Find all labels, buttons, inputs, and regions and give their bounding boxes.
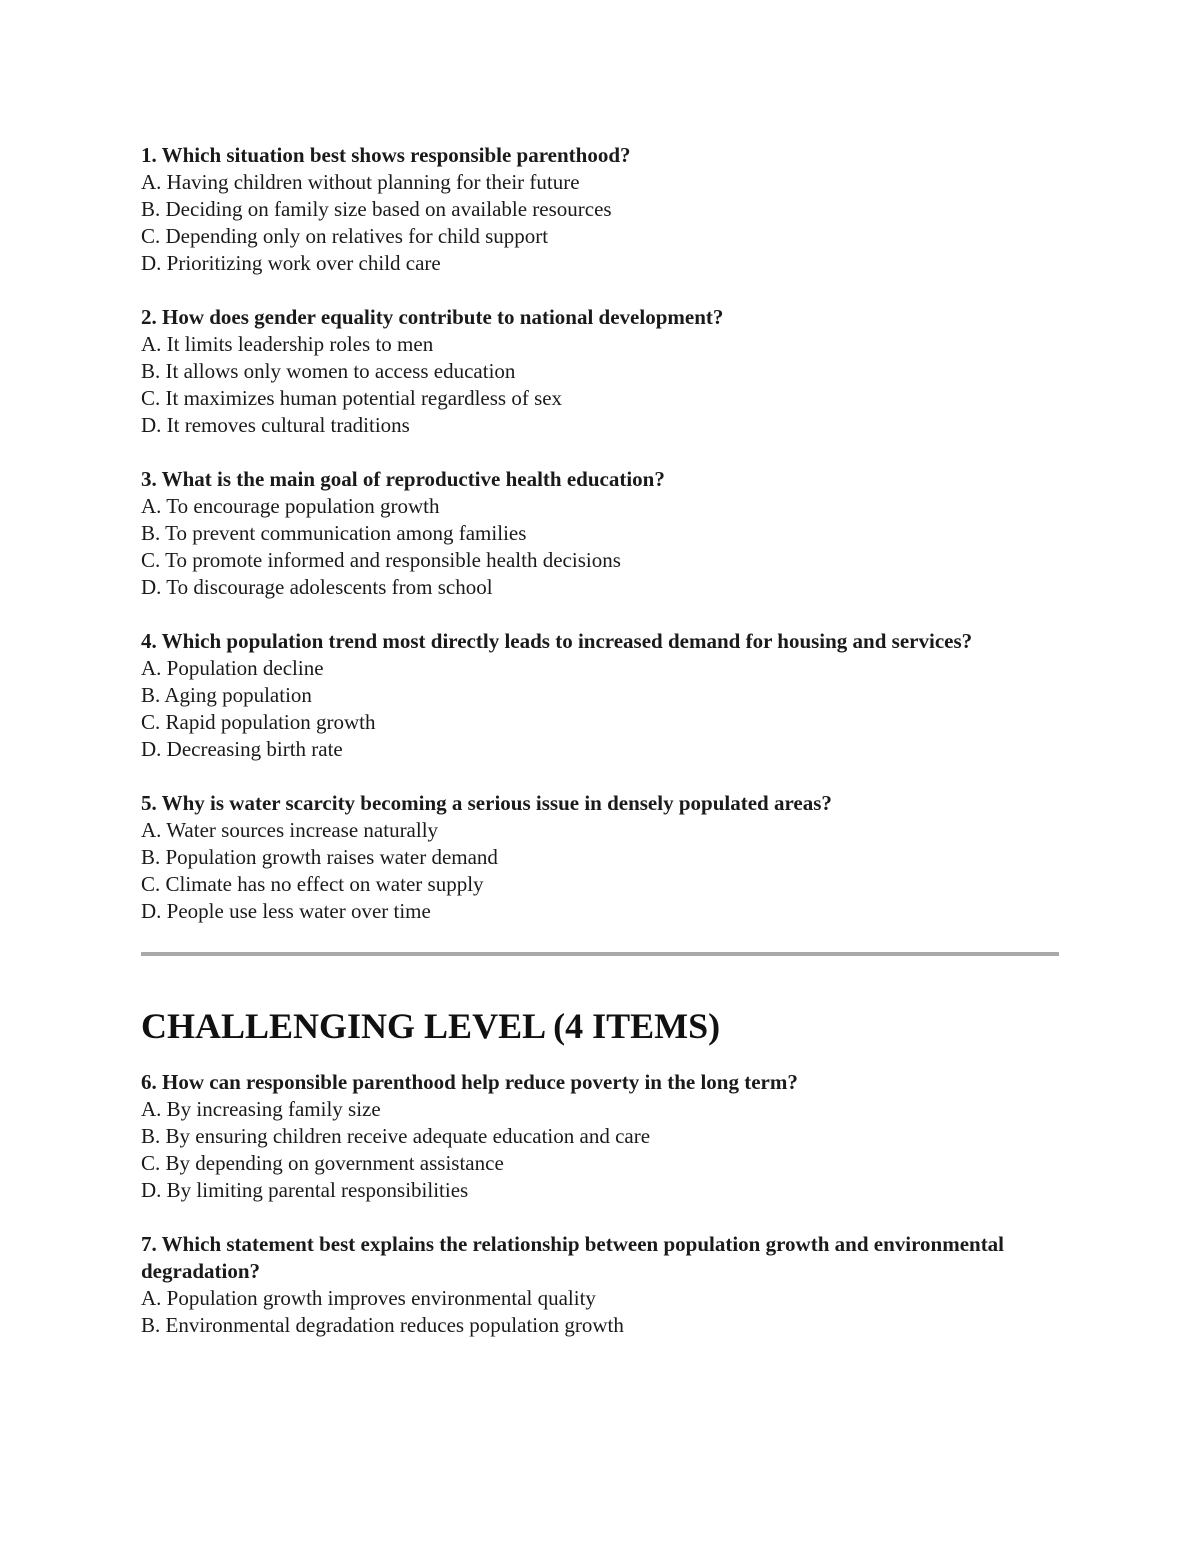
- option-a: A. It limits leadership roles to men: [141, 332, 434, 356]
- question-5: [141, 790, 1059, 925]
- option-a: A. Population decline: [141, 656, 324, 680]
- option-a: A. Having children without planning for their future: [141, 170, 580, 194]
- question-text: 6. How can responsible parenthood help reduce poverty in the long term?: [141, 1070, 798, 1094]
- option-d: D. To discourage adolescents from school: [141, 575, 493, 599]
- section-heading: CHALLENGING LEVEL (4 ITEMS): [141, 1006, 721, 1046]
- option-d: D. By limiting parental responsibilities: [141, 1178, 469, 1202]
- question-text: 4. Which population trend most directly leads to increased demand for housing and services?: [141, 629, 973, 653]
- option-a: A. To encourage population growth: [141, 494, 440, 518]
- option-b: B. Environmental degradation reduces population growth: [141, 1313, 624, 1337]
- option-d: D. It removes cultural traditions: [141, 413, 410, 437]
- option-b: B. It allows only women to access education: [141, 359, 516, 383]
- option-b: B. To prevent communication among families: [141, 521, 527, 545]
- option-d: D. People use less water over time: [141, 899, 431, 923]
- option-a: A. Population growth improves environmental quality: [141, 1286, 596, 1310]
- question-text: 5. Why is water scarcity becoming a serious issue in densely populated areas?: [141, 791, 832, 815]
- option-c: C. To promote informed and responsible health decisions: [141, 548, 621, 572]
- question-text: 2. How does gender equality contribute to national development?: [141, 305, 724, 329]
- question-text: 7. Which statement best explains the relationship between population growth and environmental degradation?: [141, 1232, 1005, 1283]
- document-page: [141, 142, 1059, 1366]
- section-divider: [141, 952, 1059, 956]
- option-c: C. By depending on government assistance: [141, 1151, 504, 1175]
- option-c: C. Climate has no effect on water supply: [141, 872, 484, 896]
- question-1: [141, 142, 1059, 277]
- option-b: B. Deciding on family size based on available resources: [141, 197, 612, 221]
- option-d: D. Prioritizing work over child care: [141, 251, 441, 275]
- option-a: A. Water sources increase naturally: [141, 818, 439, 842]
- question-text: 1. Which situation best shows responsible parenthood?: [141, 143, 631, 167]
- option-c: C. Rapid population growth: [141, 710, 376, 734]
- option-a: A. By increasing family size: [141, 1097, 381, 1121]
- question-7: [141, 1231, 1059, 1339]
- option-b: B. By ensuring children receive adequate education and care: [141, 1124, 651, 1148]
- option-b: B. Population growth raises water demand: [141, 845, 498, 869]
- option-c: C. It maximizes human potential regardless of sex: [141, 386, 563, 410]
- question-6: [141, 1069, 1059, 1204]
- option-c: C. Depending only on relatives for child support: [141, 224, 549, 248]
- question-3: [141, 466, 1059, 601]
- question-2: [141, 304, 1059, 439]
- option-b: B. Aging population: [141, 683, 312, 707]
- option-d: D. Decreasing birth rate: [141, 737, 343, 761]
- question-4: [141, 628, 1059, 763]
- question-text: 3. What is the main goal of reproductive health education?: [141, 467, 665, 491]
